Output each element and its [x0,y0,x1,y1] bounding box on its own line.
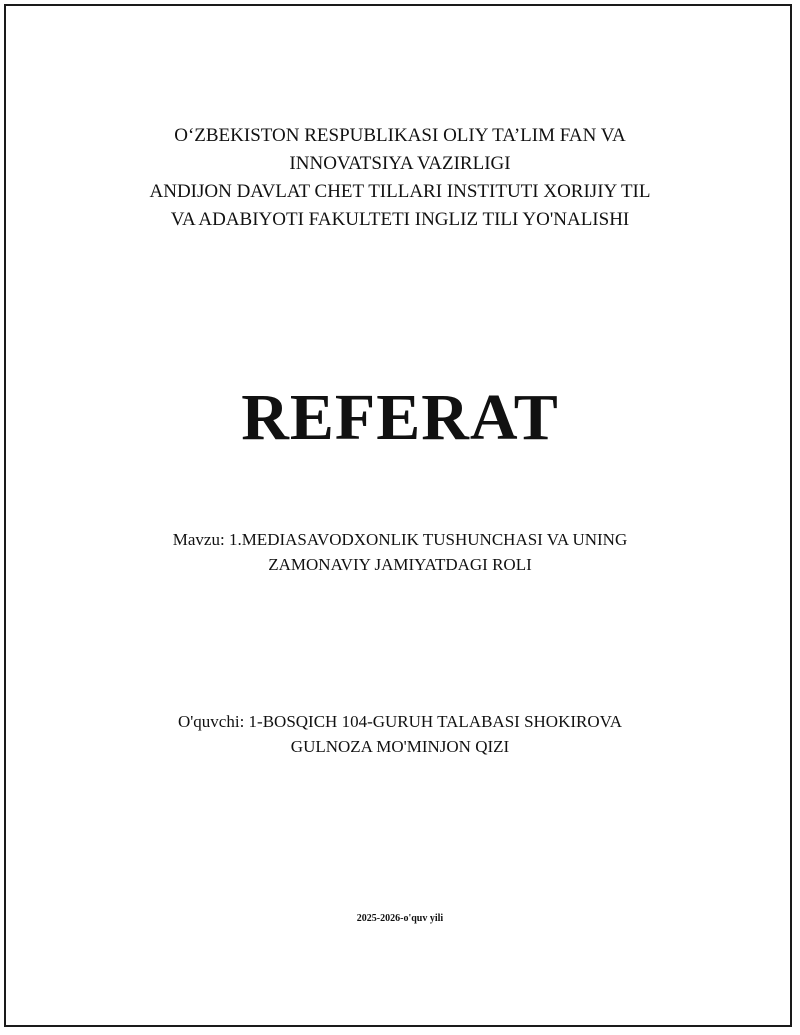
student-block [0,709,800,759]
header-line: VA ADABIYOTI FAKULTETI INGLIZ TILI YO'NALISHI [170,209,630,230]
header-line: INNOVATSIYA VAZIRLIGI [289,153,511,174]
student-line: O'quvchi: 1-BOSQICH 104-GURUH TALABASI SHOKIROVA [177,712,623,731]
topic-block [0,527,800,577]
institution-header [0,122,800,234]
document-title: REFERAT [241,381,559,454]
topic-line: Mavzu: 1.MEDIASAVODXONLIK TUSHUNCHASI VA UNING [172,530,628,549]
topic-line: ZAMONAVIY JAMIYATDAGI ROLI [268,555,532,574]
header-line: ANDIJON DAVLAT CHET TILLARI INSTITUTI XORIJIY TIL [149,181,651,202]
student-line: GULNOZA MO'MINJON QIZI [290,737,510,756]
academic-year: 2025-2026-o'quv yili [356,913,444,924]
header-line: O‘ZBEKISTON RESPUBLIKASI OLIY TA’LIM FAN VA [174,125,626,146]
